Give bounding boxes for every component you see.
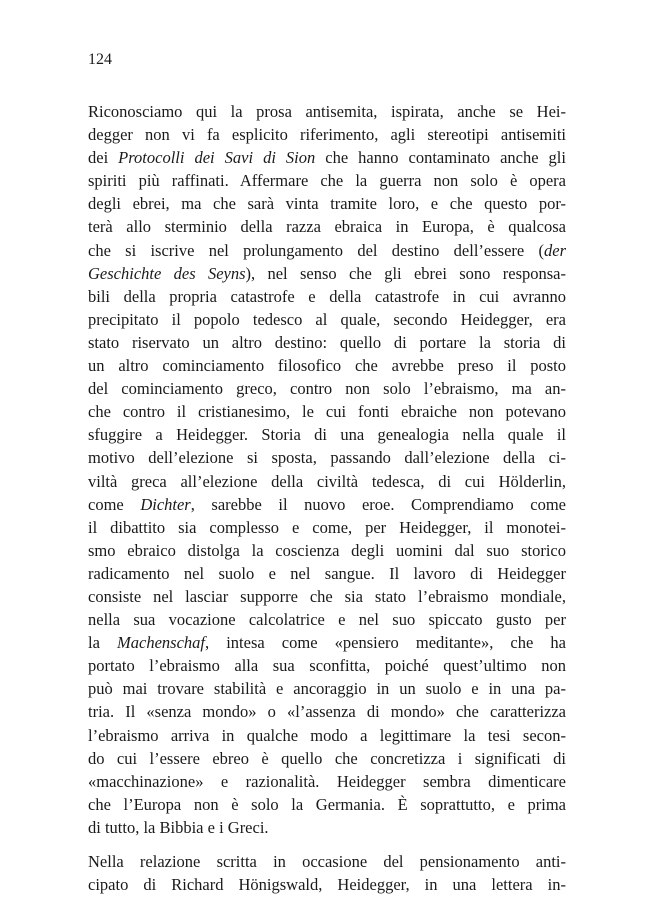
text-line	[88, 423, 566, 446]
text-run: do cui l’essere ebreo è quello che concretizza i significati di	[88, 748, 566, 768]
text-line	[88, 146, 566, 169]
text-run: cipato di Richard Hönigswald, Heidegger, in una lettera in-	[88, 875, 566, 895]
text-run: dei	[88, 148, 119, 168]
text-line	[88, 123, 566, 146]
text-run: che l’Europa non è solo la Germania. È soprattutto, e prima	[88, 794, 566, 814]
text-run: la	[88, 633, 118, 653]
text-run: degli ebrei, ma che sarà vinta tramite loro, e che questo por-	[88, 194, 566, 214]
text-line	[88, 470, 566, 493]
text-run: del cominciamento greco, contro non solo l’ebraismo, ma an-	[88, 379, 566, 399]
text-run: che si iscrive nel prolungamento del destino dell’essere (	[88, 240, 544, 260]
text-line	[88, 192, 566, 215]
text-run: degger non vi fa esplicito riferimento, agli stereotipi antisemiti	[88, 125, 566, 145]
text-run: Nella relazione scritta in occasione del pensionamento anti-	[88, 852, 566, 871]
text-line	[88, 446, 566, 469]
text-line	[88, 873, 566, 896]
text-line	[88, 100, 566, 123]
text-line	[88, 539, 566, 562]
text-run: consiste nel lasciar supporre che sia stato l’ebraismo mondiale,	[88, 586, 566, 606]
text-run: portato l’ebraismo alla sua sconfitta, poiché quest’ultimo non	[88, 656, 566, 676]
text-line	[88, 377, 566, 400]
text-line	[88, 285, 566, 308]
text-run: «macchinazione» e razionalità. Heidegger sembra dimenticare	[88, 771, 566, 791]
text-line	[88, 493, 566, 516]
italic-text: Machenschaf	[117, 633, 205, 653]
text-line	[88, 747, 566, 770]
text-run: può mai trovare stabilità e ancoraggio in un suolo e in una pa-	[88, 679, 566, 699]
text-line	[88, 724, 566, 747]
text-run: , intesa come «pensiero meditante», che ha	[205, 633, 566, 653]
text-run: spiriti più raffinati. Affermare che la guerra non solo è opera	[88, 171, 566, 191]
text-run: ), nel senso che gli ebrei sono responsa-	[245, 263, 566, 283]
text-line	[88, 516, 566, 539]
text-line	[88, 631, 566, 654]
text-line	[88, 562, 566, 585]
text-line	[88, 239, 566, 262]
text-run: viltà greca all’elezione della civiltà tedesca, di cui Hölderlin,	[88, 471, 566, 491]
text-run: un altro cominciamento filosofico che avrebbe preso il posto	[88, 356, 566, 376]
text-line	[88, 354, 566, 377]
text-run: motivo dell’elezione si sposta, passando dall’elezione della ci-	[88, 448, 566, 468]
text-line	[88, 585, 566, 608]
text-line	[88, 169, 566, 192]
paragraph	[88, 100, 566, 839]
text-run: che contro il cristianesimo, le cui fonti ebraiche non potevano	[88, 402, 566, 422]
text-run: precipitato il popolo tedesco al quale, secondo Heidegger, era	[88, 309, 566, 329]
text-run: stato riservato un altro destino: quello di portare la storia di	[88, 332, 566, 352]
text-line	[88, 262, 566, 285]
text-run: di tutto, la Bibbia e i Greci.	[88, 817, 269, 837]
paragraph	[88, 850, 566, 896]
text-run: nella sua vocazione calcolatrice e nel suo spiccato gusto per	[88, 610, 566, 630]
text-run: terà allo sterminio della razza ebraica in Europa, è qualcosa	[88, 217, 566, 237]
text-run: che hanno contaminato anche gli	[315, 148, 566, 168]
text-run: l’ebraismo arriva in qualche modo a legittimare la tesi secon-	[88, 725, 566, 745]
text-run: il dibattito sia complesso e come, per Heidegger, il monotei-	[88, 517, 566, 537]
text-line	[88, 308, 566, 331]
text-run: smo ebraico distolga la coscienza degli uomini dal suo storico	[88, 540, 566, 560]
text-line	[88, 654, 566, 677]
paragraph-gap	[88, 839, 566, 850]
text-line	[88, 700, 566, 723]
body-text	[88, 100, 566, 896]
text-run: tria. Il «senza mondo» o «l’assenza di mondo» che caratterizza	[88, 702, 566, 722]
italic-text: Geschichte des Seyns	[88, 263, 246, 283]
page-number: 124	[88, 51, 112, 68]
italic-text: Protocolli dei Savi di Sion	[118, 148, 316, 168]
text-run: come	[88, 494, 141, 514]
text-run: Riconosciamo qui la prosa antisemita, ispirata, anche se Hei-	[88, 102, 566, 121]
italic-text: der	[544, 240, 566, 260]
text-run: radicamento nel suolo e nel sangue. Il lavoro di Heidegger	[88, 563, 566, 583]
italic-text: Dichter	[140, 494, 191, 514]
text-line	[88, 770, 566, 793]
text-line	[88, 400, 566, 423]
text-line	[88, 793, 566, 816]
text-run: bili della propria catastrofe e della catastrofe in cui avranno	[88, 286, 566, 306]
text-run: , sarebbe il nuovo eroe. Comprendiamo come	[190, 494, 566, 514]
text-line	[88, 608, 566, 631]
text-run: sfuggire a Heidegger. Storia di una genealogia nella quale il	[88, 425, 566, 445]
text-line	[88, 677, 566, 700]
text-line	[88, 850, 566, 873]
text-line	[88, 331, 566, 354]
text-line	[88, 816, 566, 839]
text-line	[88, 215, 566, 238]
